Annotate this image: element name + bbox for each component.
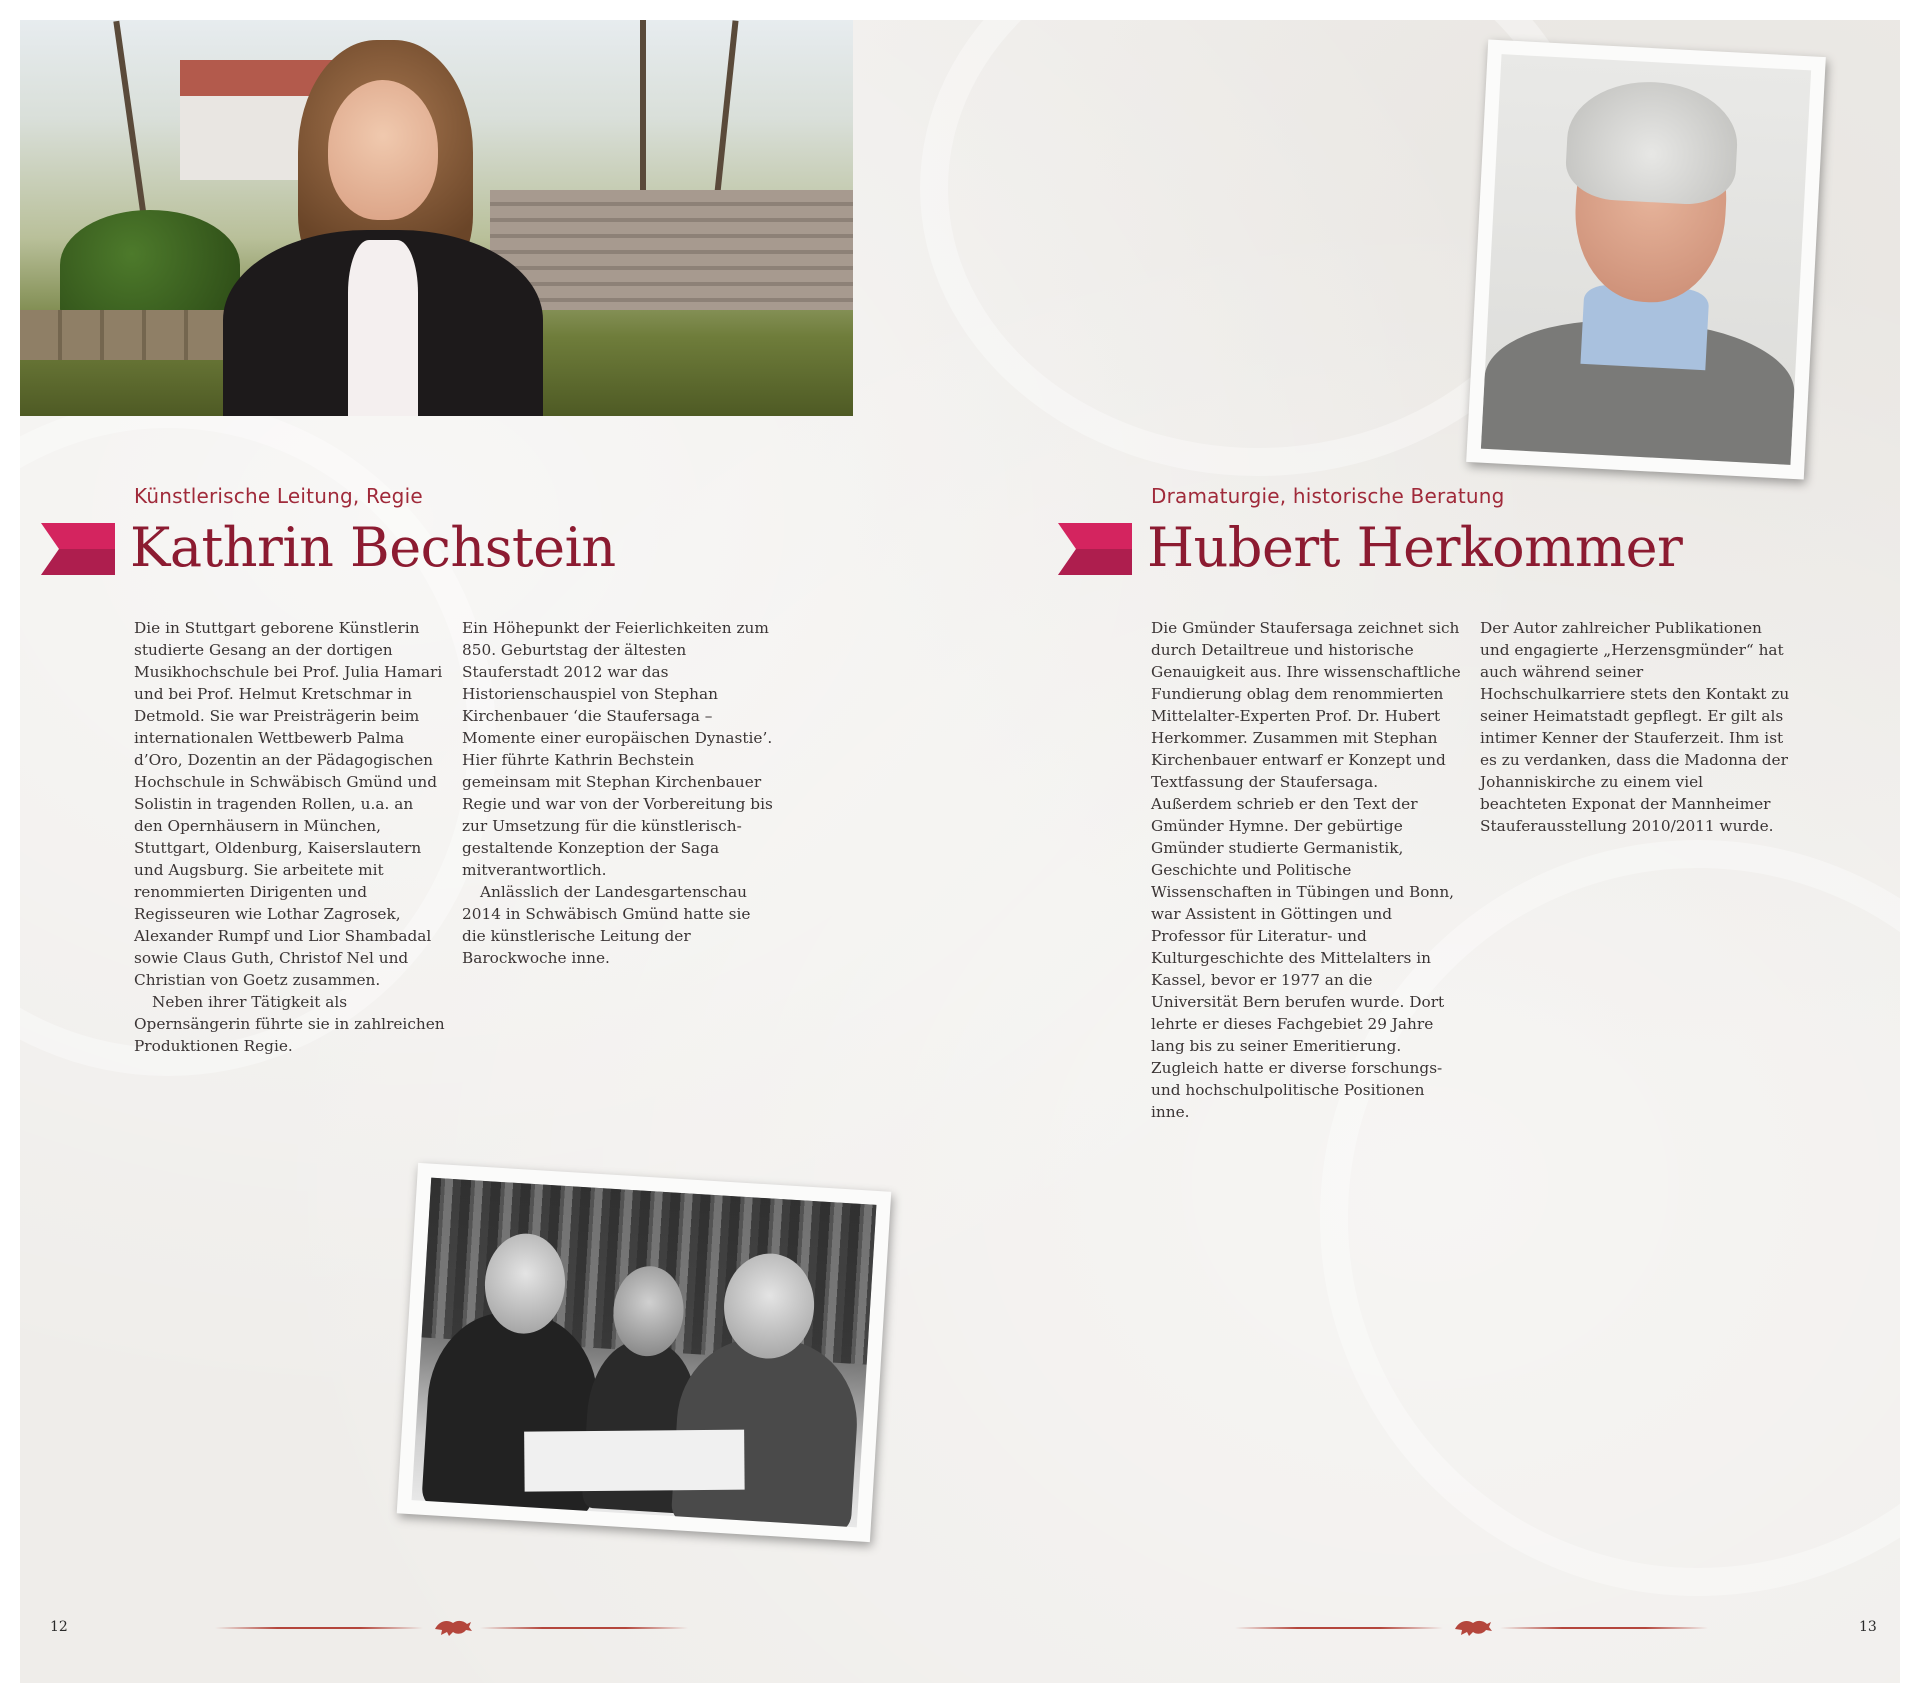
paragraph: Ein Höhepunkt der Feierlichkeiten zum 850. Geburtstag der ältesten Stauferstadt 2012 war das Historienschauspiel von Stephan Kirchenbauer ‘die Staufersaga – Momente einer europäischen Dynastie’. Hier führte Kathrin Bechstein gemeinsam mit Stephan Kirchenbauer Regie und war von der Vorbereitung bis zur Umsetzung für die künstlerisch-gestaltende Konzeption der Saga mitverantwortlich.	[462, 619, 773, 879]
footer-rule	[1235, 1627, 1443, 1629]
group-photo-image	[412, 1178, 877, 1528]
page-number-left: 12	[50, 1619, 68, 1635]
page-number-right: 13	[1859, 1619, 1877, 1635]
portrait-hair	[1564, 78, 1740, 207]
lion-emblem-icon	[1453, 1617, 1493, 1637]
left-role: Künstlerische Leitung, Regie	[134, 484, 423, 508]
photo-person-face	[328, 80, 438, 220]
footer-rule	[215, 1627, 423, 1629]
photo-person	[203, 40, 563, 416]
photo-person-shirt	[348, 240, 418, 416]
right-name: Hubert Herkommer	[1147, 516, 1683, 579]
left-name: Kathrin Bechstein	[130, 516, 616, 579]
paragraph: Der Autor zahlreicher Publikationen und engagierte „Herzensgmünder“ hat auch während seiner Hochschulkarriere stets den Kontakt zu seiner Heimatstadt gepflegt. Er gilt als intimer Kenner der Stauferzeit. Ihm ist es zu verdanken, dass die Madonna der Johanniskirche zu einem viel beachteten Exponat der Mannheimer Stauferausstellung 2010/2011 wurde.	[1480, 619, 1790, 835]
right-role: Dramaturgie, historische Beratung	[1151, 484, 1505, 508]
ribbon-marker-icon	[41, 523, 115, 575]
left-text-column-1	[134, 617, 446, 1057]
hubert-herkommer-photo	[1466, 39, 1826, 479]
footer-rule	[1500, 1627, 1708, 1629]
paragraph: Die in Stuttgart geborene Künstlerin studierte Gesang an der dortigen Musikhochschule bei Prof. Julia Hamari und bei Prof. Helmut Kretschmar in Detmold. Sie war Preisträgerin beim internationalen Wettbewerb Palma d’Oro, Dozentin an der Pädagogischen Hochschule in Schwäbisch Gmünd und Solistin in tragenden Rollen, u.a. an den Opernhäusern in München, Stuttgart, Oldenburg, Kaiserslautern und Augsburg. Sie arbeitete mit renommierten Dirigenten und Regisseuren wie Lothar Zagrosek, Alexander Rumpf und Lior Shambadal sowie Claus Guth, Christof Nel und Christian von Goetz zusammen.	[134, 619, 443, 989]
paragraph: Anlässlich der Landesgartenschau 2014 in Schwäbisch Gmünd hatte sie die künstlerische Leitung der Barockwoche inne.	[462, 883, 751, 967]
group-photo-book	[524, 1430, 745, 1492]
footer-rule	[480, 1627, 688, 1629]
right-text-column-1	[1151, 617, 1463, 1123]
brochure-spread	[20, 20, 1900, 1683]
lion-emblem-icon	[433, 1617, 473, 1637]
group-photo	[397, 1163, 892, 1542]
kathrin-bechstein-photo	[20, 20, 853, 416]
paragraph: Die Gmünder Staufersaga zeichnet sich durch Detailtreue und historische Genauigkeit aus. Ihre wissenschaftliche Fundierung oblag dem renommierten Mittelalter-Experten Prof. Dr. Hubert Herkommer. Zusammen mit Stephan Kirchenbauer entwarf er Konzept und Textfassung der Staufersaga. Außerdem schrieb er den Text der Gmünder Hymne. Der gebürtige Gmünder studierte Germanistik, Geschichte und Politische Wissenschaften in Tübingen und Bonn, war Assistent in Göttingen und Professor für Literatur- und Kulturgeschichte des Mittelalters in Kassel, bevor er 1977 an die Universität Bern berufen wurde. Dort lehrte er dieses Fachgebiet 29 Jahre lang bis zu seiner Emeritierung. Zugleich hatte er diverse forschungs- und hochschulpolitische Positionen inne.	[1151, 619, 1461, 1121]
paragraph: Neben ihrer Tätigkeit als Opernsängerin führte sie in zahlreichen Produktionen Regie.	[134, 993, 445, 1055]
portrait-image	[1481, 54, 1811, 465]
ribbon-marker-icon	[1058, 523, 1132, 575]
left-text-column-2	[462, 617, 774, 969]
right-text-column-2	[1480, 617, 1792, 837]
